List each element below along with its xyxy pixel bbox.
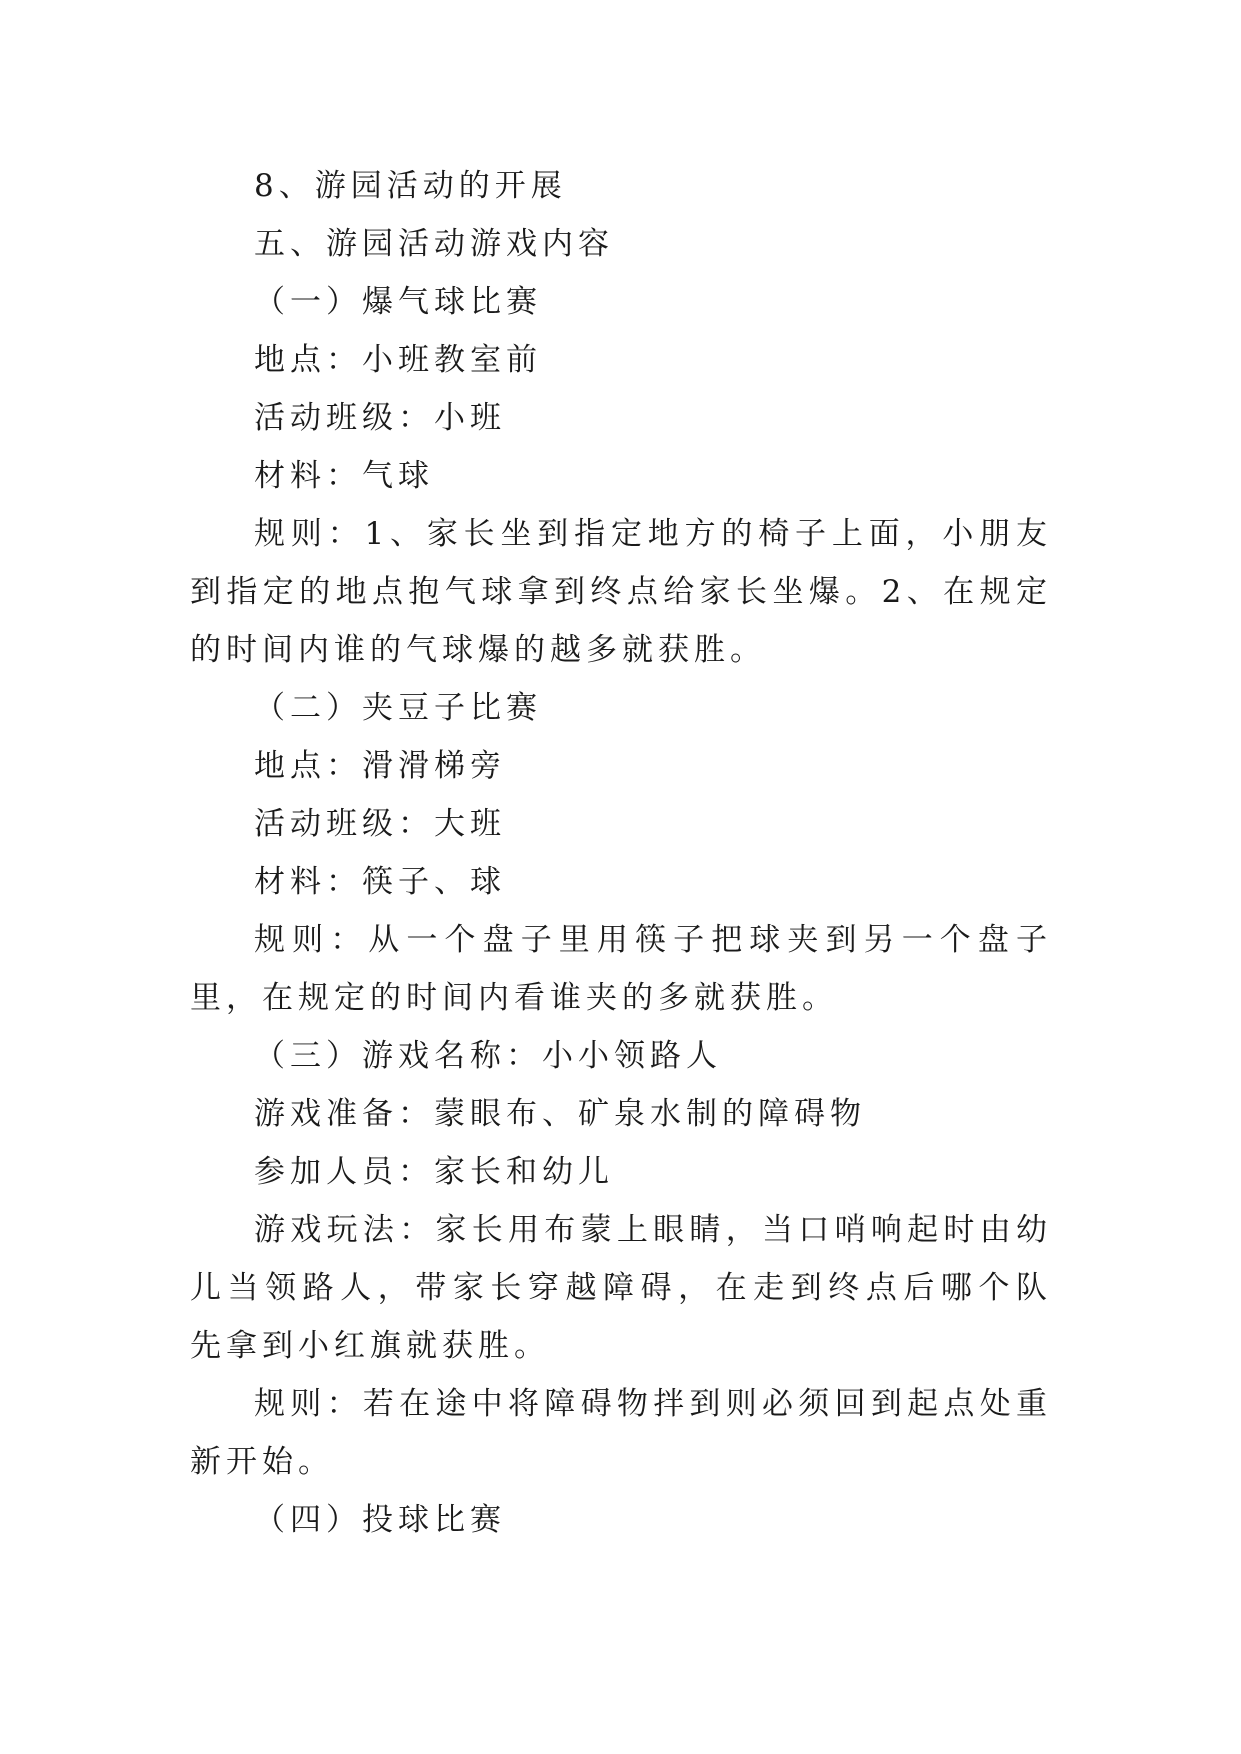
game-4-title: （四）投球比赛 [254,1502,506,1538]
game-3-title: （三）游戏名称：小小领路人 [254,1038,722,1074]
game-1-title: （一）爆气球比赛 [254,284,542,320]
game-2-location: 地点：滑滑梯旁 [254,748,506,784]
game-3-rules: 规则：若在途中将障碍物拌到则必须回到起点处重新开始。 [190,1386,1052,1480]
game-1-materials: 材料：气球 [254,458,434,494]
game-2-class: 活动班级：大班 [254,806,506,842]
game-2-rules: 规则：从一个盘子里用筷子把球夹到另一个盘子里，在规定的时间内看谁夹的多就获胜。 [190,922,1052,1016]
game-3-gameplay: 游戏玩法：家长用布蒙上眼睛，当口哨响起时由幼儿当领路人，带家长穿越障碍，在走到终点后哪个队先拿到小红旗就获胜。 [190,1212,1052,1364]
document-body [190,157,1052,1549]
game-3-participants: 参加人员：家长和幼儿 [254,1154,614,1190]
game-1-location: 地点：小班教室前 [254,342,542,378]
game-1-rules: 规则：1、家长坐到指定地方的椅子上面，小朋友到指定的地点抱气球拿到终点给家长坐爆。2、在规定的时间内谁的气球爆的越多就获胜。 [190,516,1052,668]
section-item-8: 8、游园活动的开展 [254,168,567,204]
game-1-class: 活动班级：小班 [254,400,506,436]
game-2-title: （二）夹豆子比赛 [254,690,542,726]
game-2-materials: 材料：筷子、球 [254,864,506,900]
game-3-preparation: 游戏准备：蒙眼布、矿泉水制的障碍物 [254,1096,866,1132]
section-heading-5: 五、游园活动游戏内容 [254,226,614,262]
